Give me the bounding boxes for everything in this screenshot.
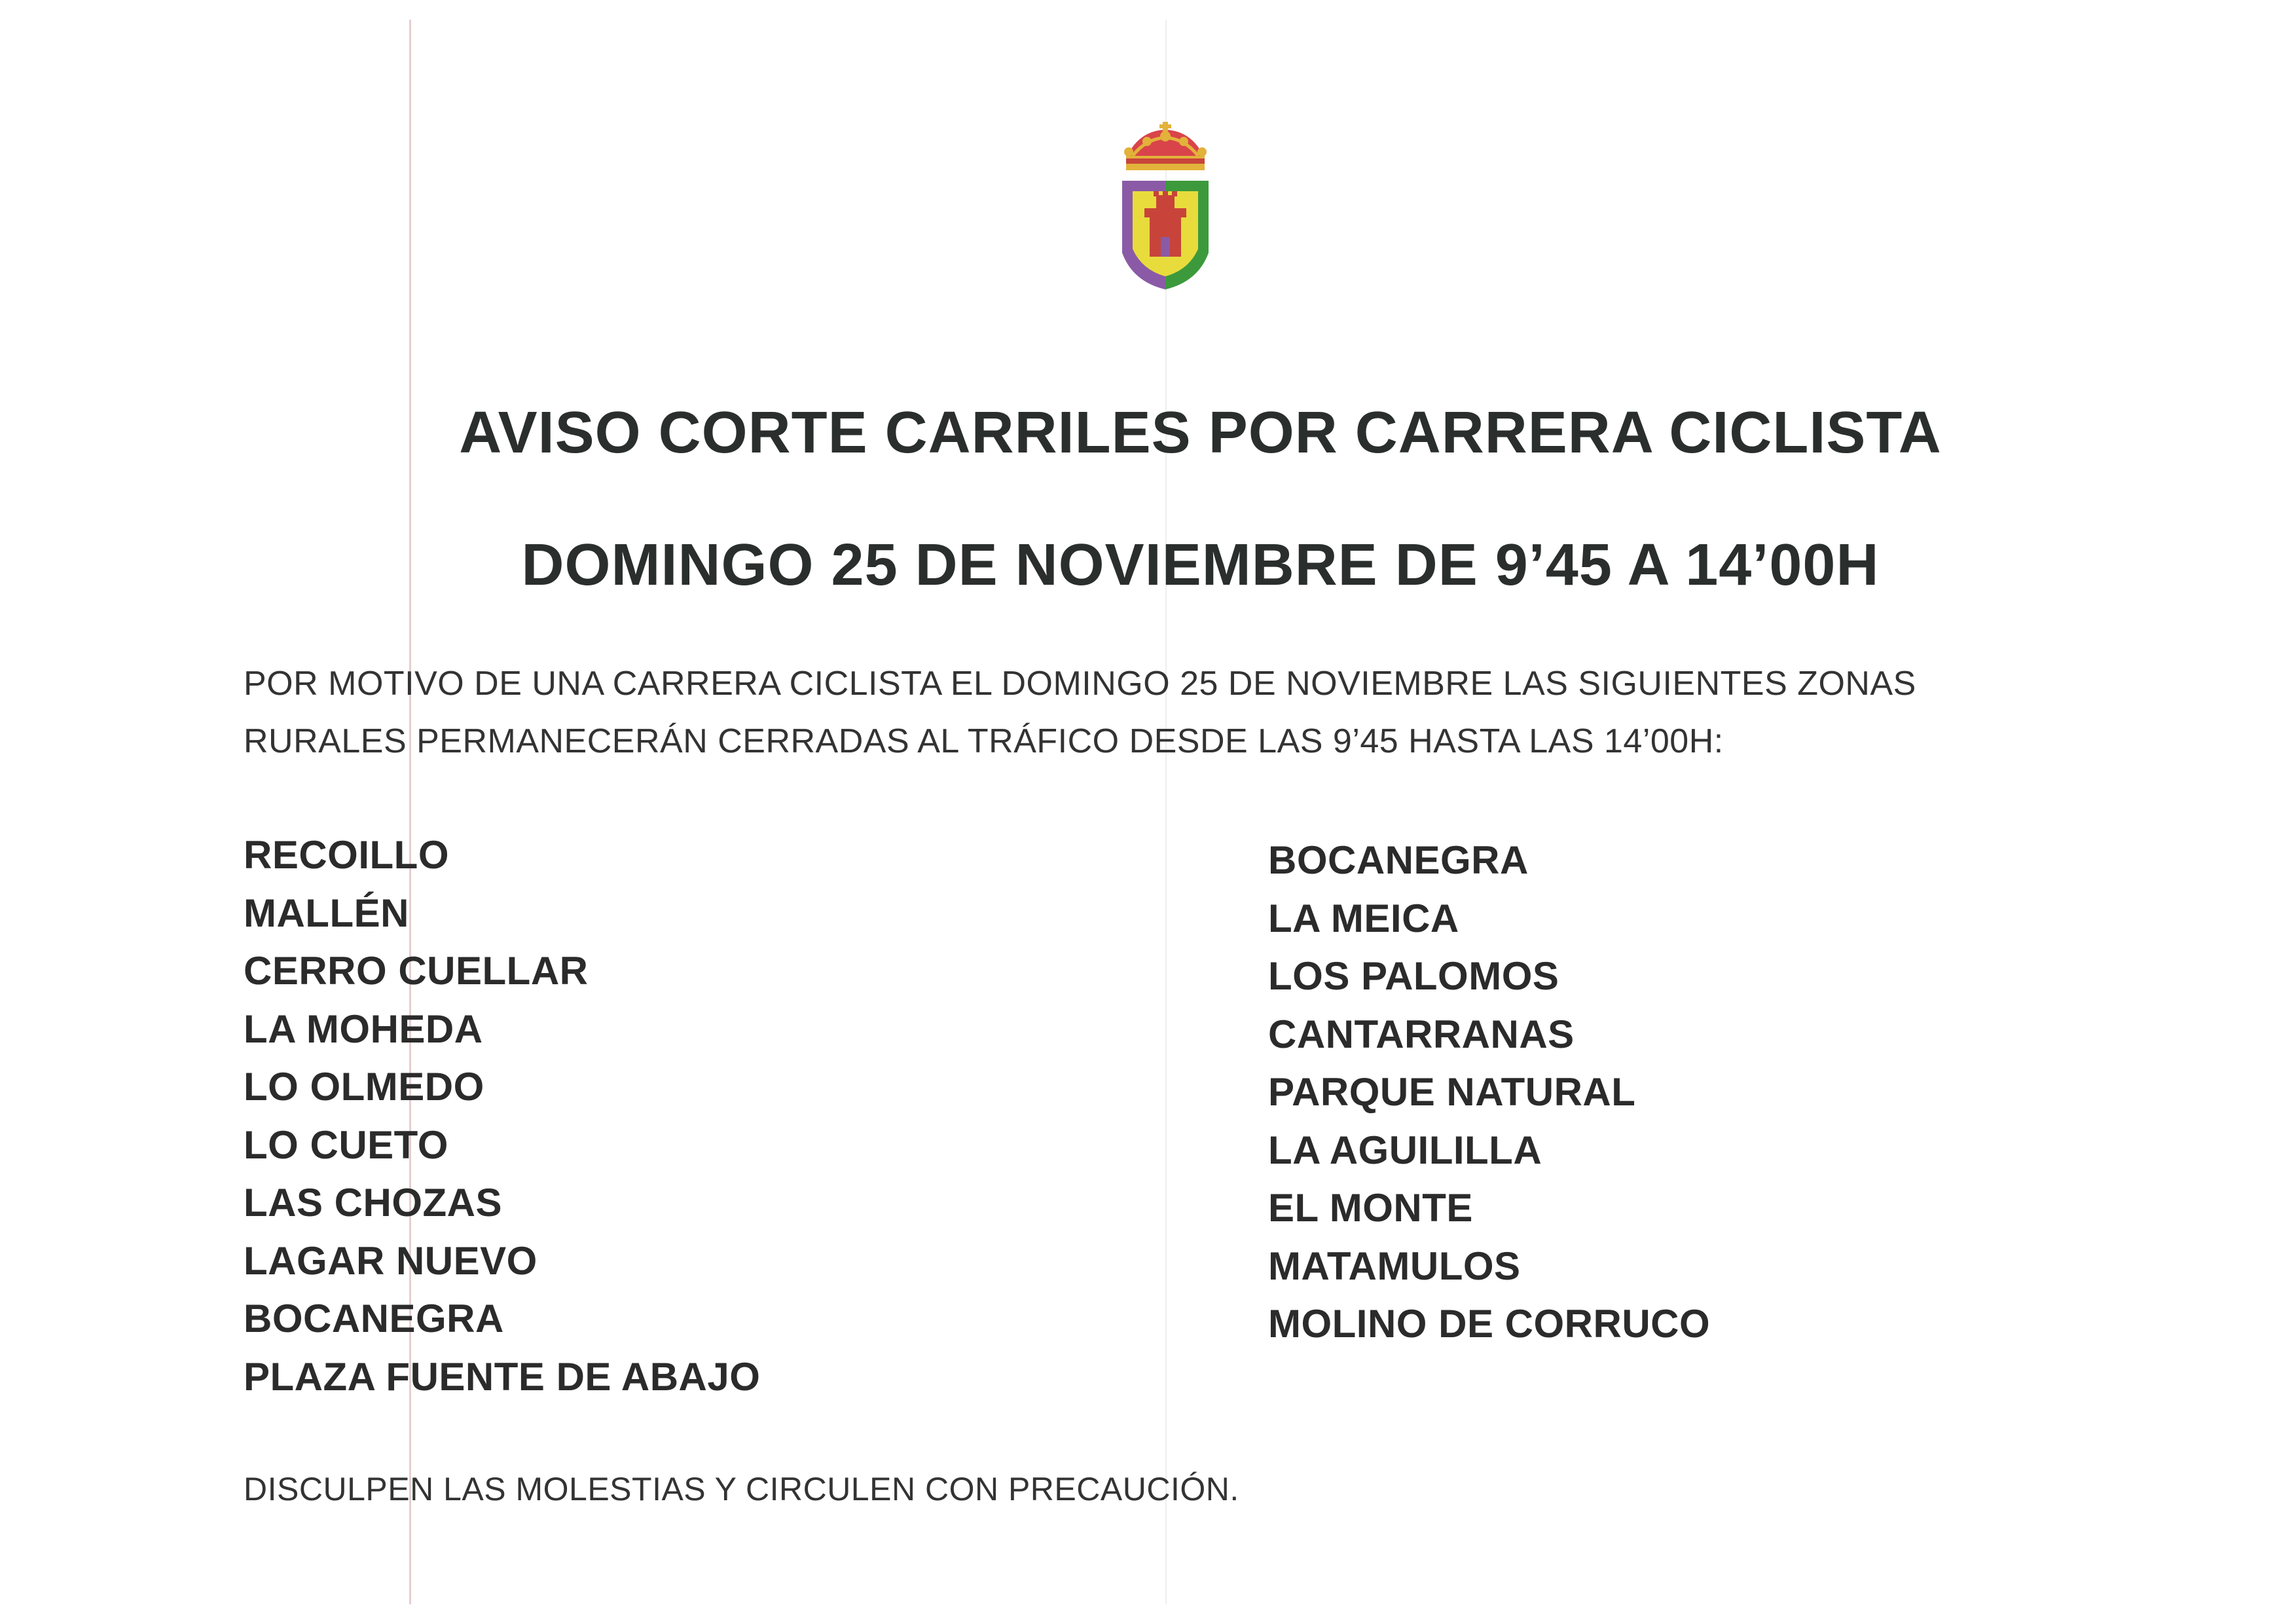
zones-list-left — [244, 826, 760, 1406]
intro-paragraph — [244, 655, 2011, 770]
zones-list-right — [1268, 832, 1710, 1354]
intro-line-1: POR MOTIVO DE UNA CARRERA CICLISTA EL DOMINGO 25 DE NOVIEMBRE LAS SIGUIENTES ZONAS — [244, 665, 1916, 703]
zone-item: MALLÉN — [244, 891, 409, 935]
zone-item: LOS PALOMOS — [1268, 954, 1559, 998]
zone-item: CERRO CUELLAR — [244, 949, 589, 993]
zone-item: BOCANEGRA — [244, 1297, 504, 1340]
zone-item: LA AGUILILLA — [1268, 1128, 1542, 1172]
zone-item: BOCANEGRA — [1268, 838, 1529, 882]
notice-title: AVISO CORTE CARRILES POR CARRERA CICLISTA — [459, 400, 1942, 466]
zone-item: MOLINO DE CORRUCO — [1268, 1302, 1711, 1346]
zone-item: PARQUE NATURAL — [1268, 1070, 1636, 1114]
zone-item: LAGAR NUEVO — [244, 1238, 538, 1283]
coat-of-arms-icon — [1113, 118, 1218, 301]
zone-item: LO CUETO — [244, 1122, 448, 1167]
zone-item: LAS CHOZAS — [244, 1181, 502, 1225]
zone-item: PLAZA FUENTE DE ABAJO — [244, 1354, 761, 1399]
zone-item: RECOILLO — [244, 833, 449, 877]
zone-item: LO OLMEDO — [244, 1065, 484, 1109]
zone-item: CANTARRANAS — [1268, 1012, 1575, 1056]
intro-line-2: RURALES PERMANECERÁN CERRADAS AL TRÁFICO DESDE LAS 9’45 HASTA LAS 14’00H: — [244, 722, 1724, 760]
zone-item: LA MEICA — [1268, 896, 1459, 940]
crown-icon — [1124, 122, 1207, 170]
notice-subtitle: DOMINGO 25 DE NOVIEMBRE DE 9’45 A 14’00H — [521, 532, 1880, 598]
shield-icon — [1122, 181, 1209, 289]
footer-note: DISCULPEN LAS MOLESTIAS Y CIRCULEN CON PRECAUCIÓN. — [244, 1471, 1239, 1507]
zone-item: MATAMULOS — [1268, 1244, 1521, 1288]
zone-item: EL MONTE — [1268, 1186, 1473, 1230]
zone-item: LA MOHEDA — [244, 1006, 483, 1051]
